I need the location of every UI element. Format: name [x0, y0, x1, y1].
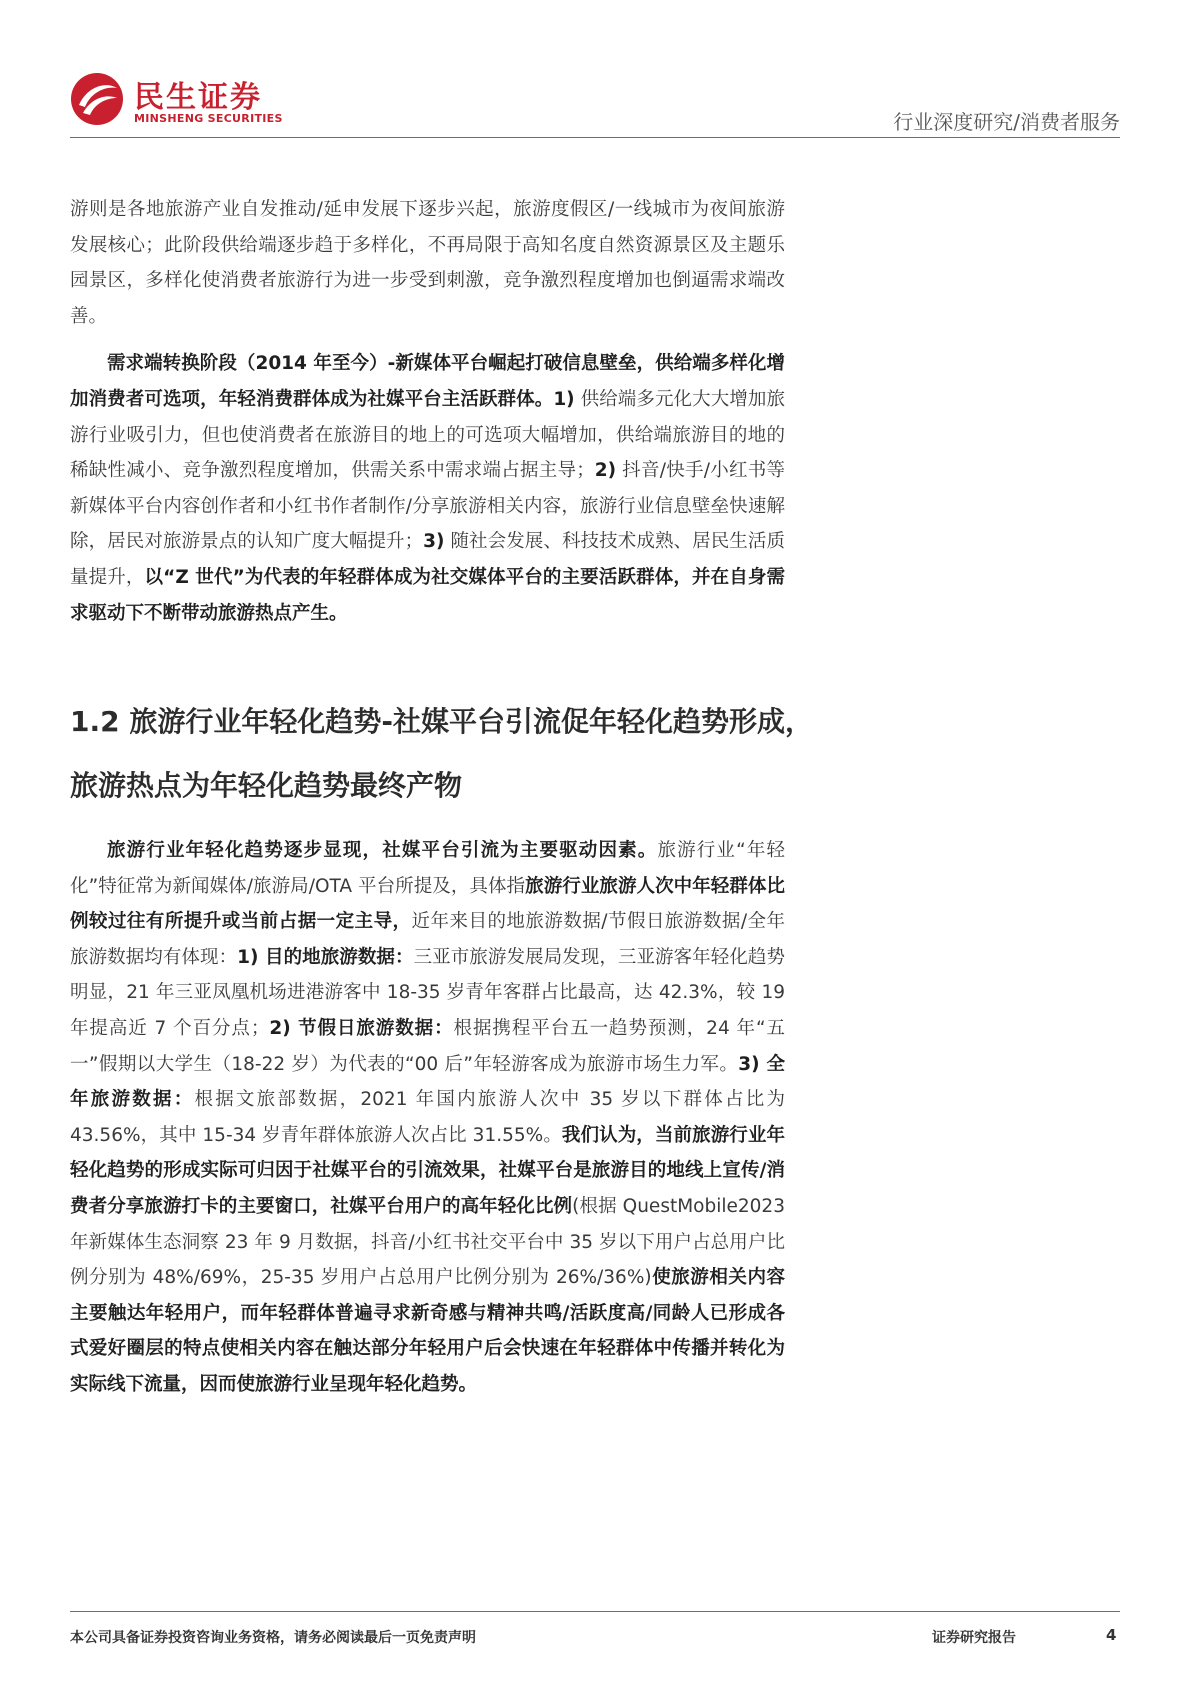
section-heading: [70, 690, 1070, 818]
section-heading-line-2: 旅游热点为年轻化趋势最终产物: [70, 769, 463, 802]
footer-divider: [70, 1611, 1120, 1612]
para3-text-4: 根据携程平台五一趋势预测，24 年“五一”假期以大学生（18-22 岁）为代表的“00 后”年轻游客成为旅游市场生力军。: [70, 1017, 785, 1075]
para3-text-6: (根据 QuestMobile2023 年新媒体生态洞察 23 年 9 月数据，抖音/小红书社交平台中 35 岁以下用户占总用户比例分别为 48%/69%，25-35 岁用户占总用户比例分别为 26%/36%): [70, 1195, 785, 1289]
para2-label-1: 1): [553, 388, 575, 410]
para3-bold-2: 旅游行业旅游人次中年轻群体比例较过往有所提升或当前占据一定主导，: [70, 875, 785, 933]
header-divider: [70, 137, 1120, 138]
logo-chinese-name: 民生证券: [134, 80, 262, 115]
para2-text-1: 供给端多元化大大增加旅游行业吸引力，但也使消费者在旅游目的地上的可选项大幅增加，供给端旅游目的地的稀缺性减小、竞争激烈程度增加，供需关系中需求端占据主导；: [70, 388, 785, 482]
para3-text-2: 近年来目的地旅游数据/节假日旅游数据/全年旅游数据均有体现：: [70, 911, 785, 968]
body-text-bottom: [70, 833, 785, 1403]
section-heading-line-1: 1.2 旅游行业年轻化趋势-社媒平台引流促年轻化趋势形成，: [70, 705, 813, 738]
para3-bold-conclusion: 使旅游相关内容主要触达年轻用户，而年轻群体普遍寻求新奇感与精神共鸣/活跃度高/同龄人已形成各式爱好圈层的特点使相关内容在触达部分年轻用户后会快速在年轻群体中传播并转化为实际线下流量，因而使旅游行业呈现年轻化趋势。: [70, 1267, 785, 1395]
para3-label-1: 1) 目的地旅游数据：: [237, 946, 414, 968]
page-number: 4: [1106, 1626, 1117, 1644]
report-category: 行业深度研究/消费者服务: [893, 110, 1120, 134]
paragraph-1: [70, 192, 785, 334]
para2-text-3: 随社会发展、科技技术成熟、居民生活质量提升，: [70, 531, 785, 588]
logo-emblem-icon: [70, 72, 124, 126]
paragraph-3: [70, 833, 785, 1403]
para3-text-3: 三亚市旅游发展局发现，三亚游客年轻化趋势明显，21 年三亚凤凰机场进港游客中 18-35 岁青年客群占比最高，达 42.3%，较 19 年提高近 7 个百分点；: [70, 946, 785, 1039]
para3-bold-opinion: 我们认为，当前旅游行业年轻化趋势的形成实际可归因于社媒平台的引流效果，社媒平台是旅游目的地线上宣传/消费者分享旅游打卡的主要窗口，社媒平台用户的高年轻化比例: [70, 1124, 785, 1217]
para3-text-5: 根据文旅部数据，2021 年国内旅游人次中 35 岁以下群体占比为 43.56%，其中 15-34 岁青年群体旅游人次占比 31.55%。: [70, 1089, 785, 1146]
para3-text-1: 旅游行业“年轻化”特征常为新闻媒体/旅游局/OTA 平台所提及，具体指: [70, 840, 785, 897]
para2-text-2: 抖音/快手/小红书等新媒体平台内容创作者和小红书作者制作/分享旅游相关内容，旅游行业信息壁垒快速解除，居民对旅游景点的认知广度大幅提升；: [70, 460, 785, 553]
para2-bold-conclusion: 以“Z 世代”为代表的年轻群体成为社交媒体平台的主要活跃群体，并在自身需求驱动下不断带动旅游热点产生。: [70, 566, 785, 624]
para3-label-2: 2) 节假日旅游数据：: [269, 1017, 454, 1039]
page-header: [70, 62, 1120, 140]
footer-report-type: 证券研究报告: [932, 1630, 1016, 1646]
footer-disclaimer: 本公司具备证券投资咨询业务资格，请务必阅读最后一页免责声明: [70, 1630, 476, 1646]
para1-text: 游则是各地旅游产业自发推动/延申发展下逐步兴起，旅游度假区/一线城市为夜间旅游发展核心；此阶段供给端逐步趋于多样化，不再局限于高知名度自然资源景区及主题乐园景区，多样化使消费者旅游行为进一步受到刺激，竞争激烈程度增加也倒逼需求端改善。: [70, 199, 785, 327]
para3-label-3: 3) 全年旅游数据：: [70, 1053, 785, 1111]
paragraph-2: [70, 346, 785, 631]
body-text-top: [70, 192, 785, 631]
logo-english-name: MINSHENG SECURITIES: [134, 112, 283, 125]
para2-label-2: 2): [594, 460, 617, 482]
para3-bold-lead: 旅游行业年轻化趋势逐步显现，社媒平台引流为主要驱动因素。: [107, 840, 658, 861]
company-logo: [70, 70, 370, 130]
para2-bold-lead: 需求端转换阶段（2014 年至今）-新媒体平台崛起打破信息壁垒，供给端多样化增加消费者可选项，年轻消费群体成为社媒平台主活跃群体。: [70, 353, 785, 410]
para2-label-3: 3): [423, 531, 445, 553]
